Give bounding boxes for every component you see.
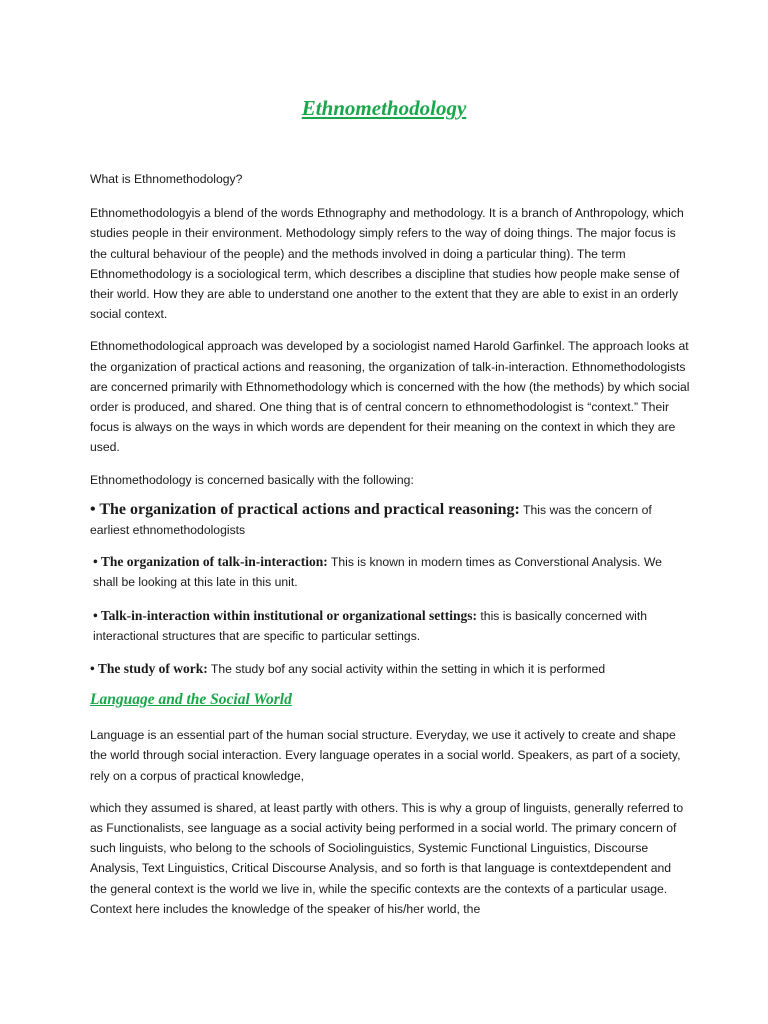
paragraph-functionalists: which they assumed is shared, at least partly with others. This is why a group of linguists, generally referred to as Functionalists, see language as a social activity being performed in a social world. The primary concern of such linguists, who belong to the schools of Sociolinguistics, Systemic Functional Linguistics, Discourse Analysis, Text Linguistics, Critical Discourse Analysis, and so forth is that language is contextdependent and the general context is the world we live in, while the specific contexts are the contexts of a particular usage. Context here includes the knowledge of the speaker of his/her world, the (90, 800, 684, 916)
bullet-text: This was the concern of earliest ethnomethodologists (90, 502, 652, 538)
paragraph-garfinkel: Ethnomethodological approach was developed by a sociologist named Harold Garfinkel. The approach looks at the organization of practical actions and reasoning, the organization of talk-in-interaction. Ethnomethodologists are concerned primarily with Ethnomethodology which is concerned with the how (the methods) by which social order is produced, and shared. One thing that is of central concern to ethnomethodologist is “context.” Their focus is always on the ways in which words are dependent for their meaning on the context in which they are used. (90, 339, 690, 455)
bullet-text: The study bof any social activity within the setting in which it is performed (207, 662, 606, 677)
question-line: What is Ethnomethodology? (90, 172, 243, 186)
bullet-lead: • The organization of practical actions and practical reasoning: (90, 500, 520, 518)
document-body (90, 169, 690, 931)
bullet-text: This is known in modern times as Converstional Analysis. We shall be looking at this late in this unit. (93, 555, 662, 590)
section-heading: Language and the Social World (90, 691, 292, 709)
bullet-item (90, 659, 690, 679)
paragraph-language: Language is an essential part of the human social structure. Everyday, we use it actively to create and shape the world through social interaction. Every language operates in a social world. Speakers, as part of a society, rely on a corpus of practical knowledge, (90, 728, 681, 783)
bullet-item (90, 606, 690, 646)
bullet-lead: • The organization of talk-in-interaction: (93, 554, 328, 570)
list-intro: Ethnomethodology is concerned basically with the following: (90, 472, 414, 487)
bullet-lead: • The study of work: (90, 661, 208, 677)
bullet-item (90, 552, 690, 592)
paragraph-definition: Ethnomethodologyis a blend of the words Ethnography and methodology. It is a branch of Anthropology, which studies people in their environment. Methodology simply refers to the way of doing things. The major focus is the cultural behaviour of the people) and the methods involved in doing a particular thing). The term Ethnomethodology is a sociological term, which describes a discipline that studies how people make sense of their world. How they are able to understand one another to the extent that they are able to exist in an orderly social context. (90, 206, 684, 322)
bullet-text: this is basically concerned with interactional structures that are specific to particular settings. (93, 608, 648, 643)
bullet-item (90, 500, 690, 540)
document-title: Ethnomethodology (301, 96, 467, 120)
bullet-lead: • Talk-in-interaction within institutional or organizational settings: (93, 607, 478, 623)
